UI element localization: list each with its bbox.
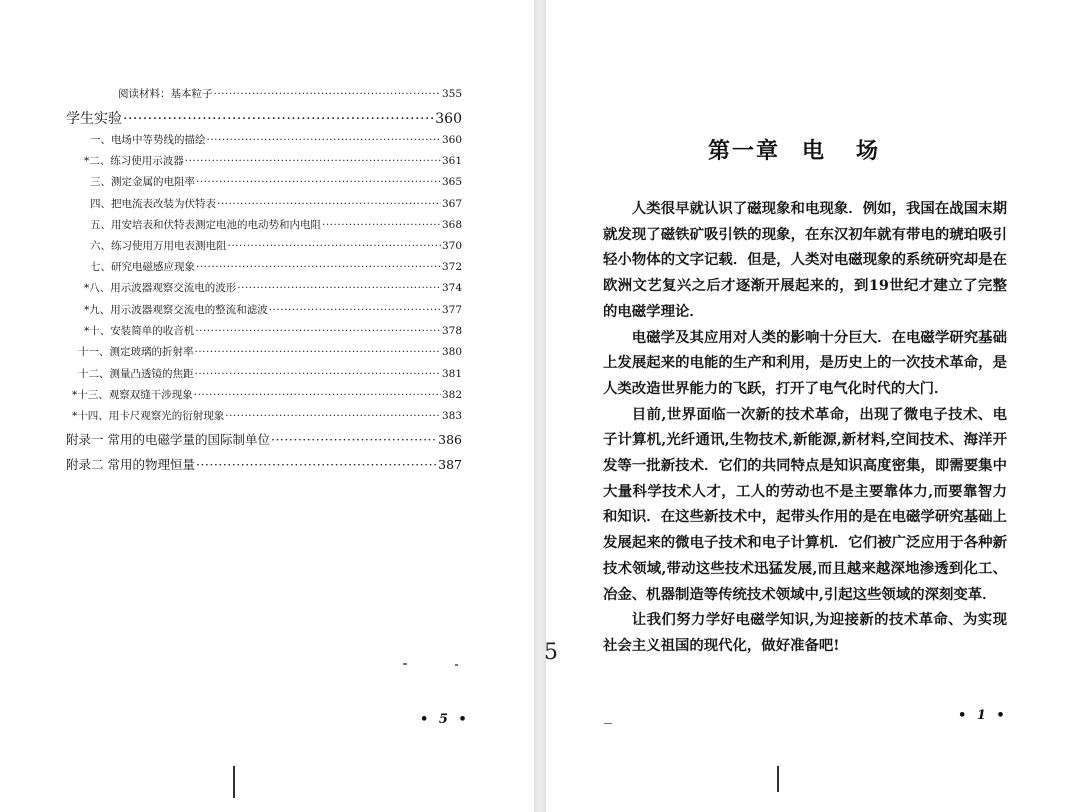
toc-entry-page-number: 370 <box>441 240 462 252</box>
body-paragraph: 电磁学及其应用对人类的影响十分巨大．在电磁学研究基础上发展起来的电能的生产和利用，是历史上的一次技术革命，是人类改造世界能力的飞跃，打开了电气化时代的大门． <box>603 328 1007 397</box>
toc-entry[interactable] <box>90 174 462 192</box>
toc-entry[interactable] <box>84 153 462 171</box>
toc-entry-title: 十二、测量凸透镜的焦距 <box>78 368 194 380</box>
toc-entry-page-number: 368 <box>441 219 462 231</box>
toc-entry-title: 六、练习使用万用电表测电阻 <box>90 240 227 252</box>
left-page-folio: • 5 • <box>420 712 470 727</box>
toc-entry[interactable] <box>118 86 462 104</box>
toc-dot-leader <box>123 111 434 126</box>
toc-dot-leader <box>196 261 441 273</box>
toc-entry[interactable] <box>84 302 462 320</box>
toc-entry-page-number: 386 <box>438 432 462 447</box>
toc-dot-leader <box>228 240 441 252</box>
toc-dot-leader <box>196 176 441 188</box>
toc-entry-page-number: 377 <box>441 304 462 316</box>
toc-entry-page-number: 382 <box>441 389 462 401</box>
toc-entry-page-number: 361 <box>441 155 462 167</box>
toc-entry[interactable] <box>90 217 462 235</box>
toc-entry-page-number: 383 <box>441 410 462 422</box>
toc-dot-leader <box>271 432 437 447</box>
toc-dot-leader <box>225 410 441 422</box>
toc-entry-page-number: 360 <box>435 111 462 126</box>
right-page-folio: • 1 • <box>958 708 1008 723</box>
toc-entry-page-number: 372 <box>441 261 462 273</box>
toc-entry[interactable] <box>72 408 462 426</box>
toc-entry[interactable] <box>66 430 462 448</box>
toc-entry[interactable] <box>78 344 462 362</box>
margin-mark: 5 <box>544 640 558 665</box>
scan-speck <box>455 664 458 666</box>
body-paragraph: 目前,世界面临一次新的技术革命，出现了微电子技术、电子计算机,光纤通讯,生物技术,新能源,新材料,空间技术、海洋开发等一批新技术．它们的共同特点是知识高度密集，即需要集中大量科学技术人才，工人的劳动也不是主要靠体力,而要靠智力和知识．在这些新技术中，起带头作用的是在电磁学研究基础上发展起来的微电子技术和电子计算机．它们被广泛应用于各种新技术领域,带动这些技术迅猛发展,而且越来越深地渗透到化工、冶金、机器制造等传统技术领域中,引起这些领域的深刻变革． <box>603 405 1007 603</box>
toc-entry[interactable] <box>72 387 462 405</box>
toc-dot-leader <box>214 88 441 100</box>
toc-dot-leader <box>195 346 441 358</box>
toc-entry-title: *十、安装简单的收音机 <box>84 325 195 337</box>
toc-entry-page-number: 367 <box>441 198 462 210</box>
toc-dot-leader <box>195 325 441 337</box>
toc-entry[interactable] <box>90 196 462 214</box>
toc-entry-title: 附录一 常用的电磁学量的国际制单位 <box>66 432 270 447</box>
chapter-body <box>603 196 1007 659</box>
toc-entry[interactable] <box>84 323 462 341</box>
toc-dot-leader <box>269 304 441 316</box>
toc-dot-leader <box>237 282 441 294</box>
toc-dot-leader <box>207 134 441 146</box>
toc-entry-title: *十三、观察双缝干涉现象 <box>72 389 193 401</box>
body-paragraph: 让我们努力学好电磁学知识,为迎接新的技术革命、为实现社会主义祖国的现代化，做好准备吧! <box>603 611 1007 654</box>
toc-entry-title: *十四、用卡尺观察光的衍射现象 <box>72 410 225 422</box>
scan-speck <box>604 723 612 724</box>
toc-entry[interactable] <box>90 259 462 277</box>
toc-entry-page-number: 387 <box>438 457 462 472</box>
chapter-name-char-1: 电 <box>802 138 827 164</box>
toc-dot-leader <box>196 457 437 472</box>
toc-entry[interactable] <box>66 455 462 473</box>
toc-entry-page-number: 355 <box>441 88 462 100</box>
toc-entry-title: 一、电场中等势线的描绘 <box>90 134 206 146</box>
toc-entry[interactable] <box>90 238 462 256</box>
chapter-title <box>708 134 880 165</box>
toc-entry-title: 十一、测定玻璃的折射率 <box>78 346 194 358</box>
body-paragraph: 人类很早就认识了磁现象和电现象．例如，我国在战国末期就发现了磁铁矿吸引铁的现象，在东汉初年就有带电的琥珀吸引轻小物体的文字记载．但是，人类对电磁现象的系统研究却是在欧洲文艺复兴之后才逐渐开展起来的，到19世纪才建立了完整的电磁学理论． <box>603 200 1007 320</box>
toc-entry-title: 附录二 常用的物理恒量 <box>66 457 195 472</box>
toc-entry[interactable] <box>84 280 462 298</box>
toc-entry-title: *八、用示波器观察交流电的波形 <box>84 282 237 294</box>
page-gutter <box>534 0 546 812</box>
toc-entry-title: 四、把电流表改装为伏特表 <box>90 198 216 210</box>
toc-dot-leader <box>185 155 441 167</box>
left-page <box>0 0 534 812</box>
scan-tick-mark <box>233 766 235 798</box>
toc-entry-page-number: 360 <box>441 134 462 146</box>
toc-entry-title: 学生实验 <box>66 111 122 126</box>
toc-entry-page-number: 380 <box>441 346 462 358</box>
toc-entry-title: *二、练习使用示波器 <box>84 155 184 167</box>
toc-entry[interactable] <box>78 366 462 384</box>
toc-entry-page-number: 378 <box>441 325 462 337</box>
toc-dot-leader <box>194 389 441 401</box>
toc-dot-leader <box>217 198 441 210</box>
toc-entry-title: 五、用安培表和伏特表测定电池的电动势和内电阻 <box>90 219 321 231</box>
toc-dot-leader <box>195 368 441 380</box>
chapter-number: 第一章 <box>708 138 781 164</box>
toc-dot-leader <box>322 219 441 231</box>
scan-speck <box>403 663 407 665</box>
toc-entry[interactable] <box>66 108 462 126</box>
toc-entry-title: 阅读材料：基本粒子 <box>118 88 213 100</box>
toc-entry-title: 七、研究电磁感应现象 <box>90 261 195 273</box>
toc-entry[interactable] <box>90 132 462 150</box>
toc-entry-page-number: 365 <box>441 176 462 188</box>
toc-entry-page-number: 374 <box>441 282 462 294</box>
scan-tick-mark <box>777 766 779 792</box>
chapter-name-char-2: 场 <box>856 138 881 164</box>
toc-entry-page-number: 381 <box>441 368 462 380</box>
toc-entry-title: *九、用示波器观察交流电的整流和滤波 <box>84 304 268 316</box>
toc-entry-title: 三、测定金属的电阻率 <box>90 176 195 188</box>
